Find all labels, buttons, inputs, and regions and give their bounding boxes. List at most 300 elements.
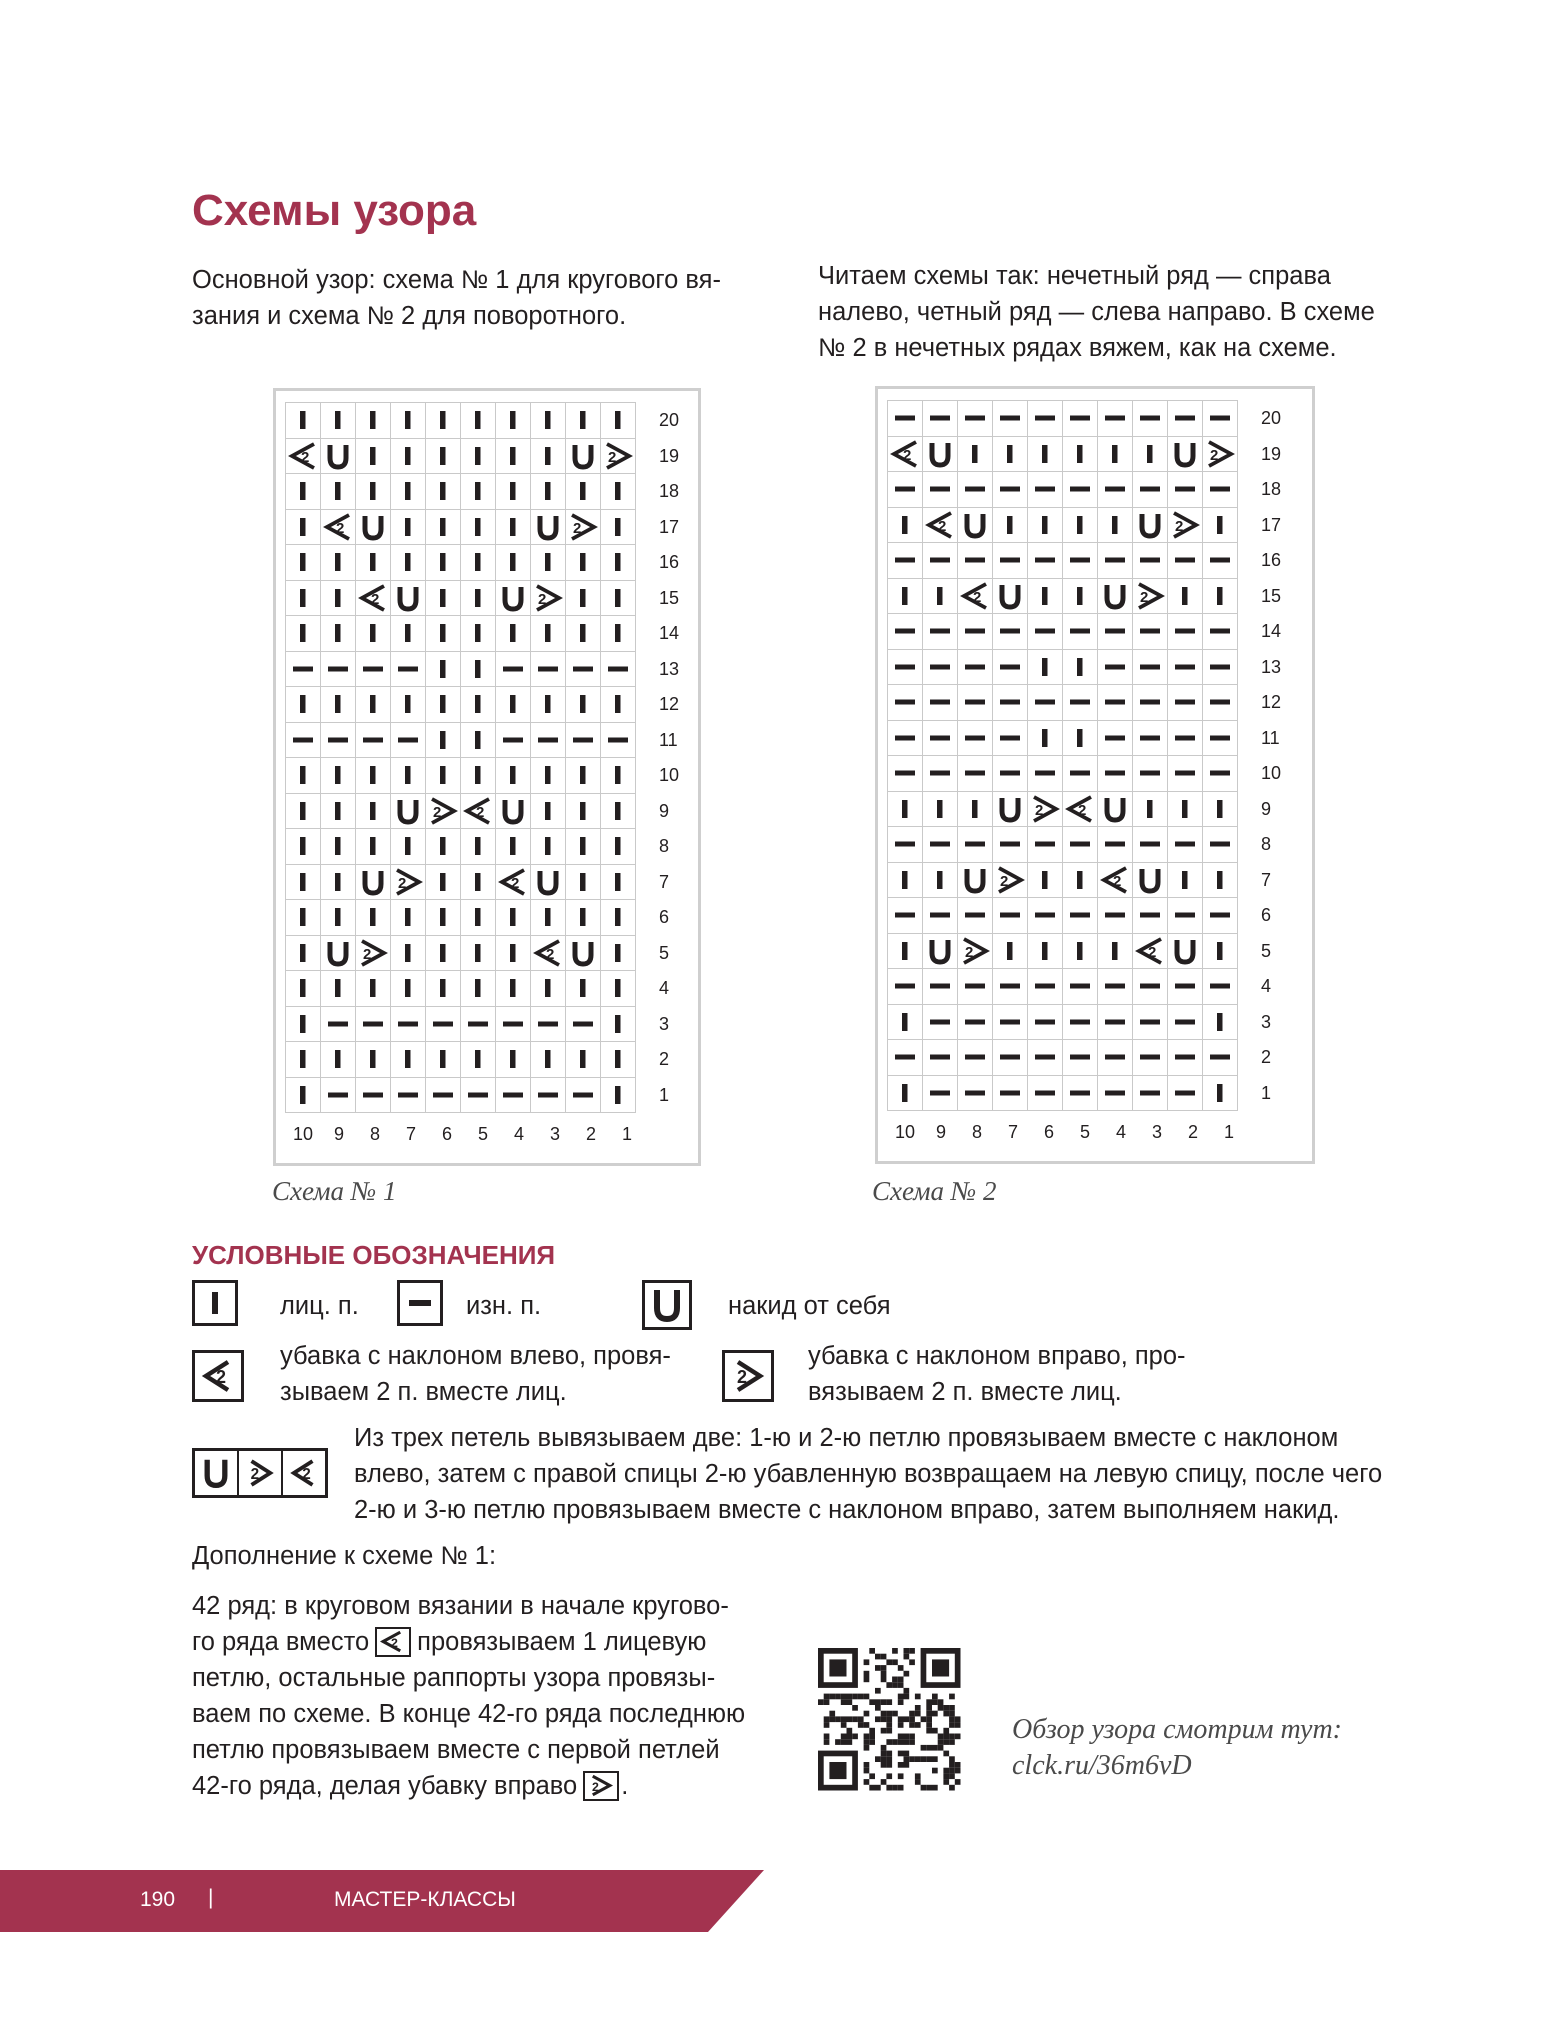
purl-stitch-icon — [1063, 1004, 1098, 1040]
decrease-right-icon — [356, 935, 391, 971]
purl-stitch-icon — [888, 685, 923, 721]
yarn-over-icon — [195, 1451, 239, 1495]
knit-stitch-icon — [888, 578, 923, 614]
chart-row — [286, 971, 636, 1007]
purl-stitch-icon — [923, 614, 958, 650]
purl-stitch-icon — [391, 1006, 426, 1042]
purl-stitch-icon — [1203, 401, 1238, 437]
knit-stitch-icon — [321, 793, 356, 829]
yarn-over-icon — [1168, 436, 1203, 472]
knit-stitch-icon — [566, 616, 601, 652]
qr-code-icon[interactable] — [818, 1648, 961, 1791]
purl-stitch-icon — [993, 720, 1028, 756]
knit-stitch-icon — [1168, 862, 1203, 898]
purl-stitch-icon — [958, 543, 993, 579]
knit-stitch-icon — [601, 829, 636, 865]
svg-text:2: 2 — [216, 1367, 227, 1387]
purl-stitch-icon — [923, 649, 958, 685]
knit-stitch-icon — [496, 474, 531, 510]
svg-text:2: 2 — [1035, 801, 1044, 819]
purl-stitch-icon — [1063, 827, 1098, 863]
column-number-label: 7 — [405, 1124, 416, 1144]
knit-stitch-icon — [286, 509, 321, 545]
svg-text:2: 2 — [1175, 517, 1184, 535]
row-number-label: 18 — [1261, 479, 1282, 499]
purl-stitch-icon — [1098, 472, 1133, 508]
column-number-label: 6 — [1043, 1122, 1054, 1142]
decrease-left-inline-icon — [375, 1627, 411, 1657]
purl-stitch-icon — [1133, 649, 1168, 685]
purl-stitch-icon — [566, 1006, 601, 1042]
footer-section: МАСТЕР-КЛАССЫ — [334, 1888, 516, 1911]
yarn-over-icon — [958, 507, 993, 543]
purl-stitch-icon — [923, 827, 958, 863]
column-number-label: 1 — [1223, 1122, 1234, 1142]
decrease-left-icon — [321, 509, 356, 545]
purl-stitch-icon — [1168, 898, 1203, 934]
row-number-label: 3 — [659, 1013, 670, 1034]
legend-line: вязываем 2 п. вместе лиц. — [808, 1378, 1122, 1406]
purl-stitch-icon — [1063, 1075, 1098, 1111]
row-number-label: 4 — [659, 978, 670, 998]
knit-stitch-icon — [531, 1042, 566, 1078]
chart-row — [888, 649, 1238, 685]
chart-row — [286, 545, 636, 581]
knit-stitch-icon — [356, 1042, 391, 1078]
row-number-label: 14 — [1261, 621, 1282, 641]
knit-stitch-icon — [356, 900, 391, 936]
purl-stitch-icon — [1133, 827, 1168, 863]
knit-stitch-icon — [461, 758, 496, 794]
knit-stitch-icon — [566, 474, 601, 510]
yarn-over-icon — [321, 438, 356, 474]
purl-stitch-icon — [1028, 1040, 1063, 1076]
purl-stitch-icon — [958, 649, 993, 685]
decrease-left-icon — [461, 793, 496, 829]
decrease-right-icon — [1133, 578, 1168, 614]
yarn-over-icon — [1098, 578, 1133, 614]
addition-line: ваем по схеме. В конце 42-го ряда последнюю — [192, 1700, 746, 1728]
purl-stitch-icon — [1133, 756, 1168, 792]
column-number-label: 3 — [1151, 1122, 1162, 1142]
knit-stitch-icon — [321, 758, 356, 794]
row-number-label: 2 — [659, 1049, 670, 1069]
knit-stitch-icon — [426, 900, 461, 936]
knit-stitch-icon — [923, 578, 958, 614]
chart-row — [286, 829, 636, 865]
purl-stitch-icon — [958, 720, 993, 756]
yarn-over-icon — [391, 580, 426, 616]
addition-heading: Дополнение к схеме № 1: — [192, 1542, 497, 1570]
decrease-right-inline-icon — [583, 1771, 619, 1801]
svg-text:2: 2 — [592, 1779, 600, 1794]
decrease-right-icon — [958, 933, 993, 969]
chart-row — [286, 1042, 636, 1078]
decrease-right-icon — [531, 580, 566, 616]
legend-yarn-over-label: накид от себя — [728, 1292, 891, 1320]
purl-stitch-icon — [1063, 401, 1098, 437]
purl-stitch-icon — [1063, 756, 1098, 792]
row-number-label: 8 — [1261, 834, 1272, 854]
column-number-label: 8 — [971, 1122, 982, 1142]
knit-stitch-icon — [601, 1077, 636, 1113]
knit-stitch-icon — [286, 758, 321, 794]
knit-stitch-icon — [531, 545, 566, 581]
row-number-label: 7 — [1261, 869, 1272, 890]
knit-stitch-icon — [321, 900, 356, 936]
purl-stitch-icon — [888, 1040, 923, 1076]
row-number-label: 5 — [659, 942, 670, 963]
legend-purl-label: изн. п. — [466, 1292, 542, 1320]
column-number-label: 2 — [585, 1124, 596, 1144]
purl-stitch-icon — [601, 651, 636, 687]
knit-stitch-icon — [601, 580, 636, 616]
purl-stitch-icon — [426, 1006, 461, 1042]
legend-line: влево, затем с правой спицы 2-ю убавленную возвращаем на левую спицу, после чего — [354, 1460, 1383, 1488]
knit-stitch-icon — [601, 1006, 636, 1042]
column-number-label: 5 — [1079, 1122, 1090, 1142]
knit-stitch-icon — [356, 545, 391, 581]
purl-stitch-icon — [1028, 401, 1063, 437]
knit-stitch-icon — [1203, 578, 1238, 614]
svg-text:2: 2 — [1148, 943, 1157, 961]
chart-row — [286, 1077, 636, 1113]
svg-text:2: 2 — [1000, 872, 1009, 890]
purl-stitch-icon — [1133, 401, 1168, 437]
svg-text:2: 2 — [737, 1367, 748, 1387]
knit-stitch-icon — [391, 474, 426, 510]
decrease-left-icon — [888, 436, 923, 472]
purl-stitch-icon — [1168, 1040, 1203, 1076]
knit-stitch-icon — [321, 474, 356, 510]
purl-stitch-icon — [321, 1077, 356, 1113]
column-number-label: 4 — [1115, 1122, 1126, 1142]
purl-stitch-icon — [1028, 756, 1063, 792]
knit-stitch-icon — [496, 829, 531, 865]
knit-stitch-icon — [391, 403, 426, 439]
knit-stitch-icon — [531, 474, 566, 510]
row-number-label: 10 — [659, 765, 680, 785]
addition-text-part: провязываем 1 лицевую — [417, 1628, 707, 1656]
knit-stitch-icon — [496, 935, 531, 971]
purl-stitch-icon — [1028, 685, 1063, 721]
purl-stitch-icon — [923, 720, 958, 756]
knit-stitch-icon — [531, 687, 566, 723]
knit-stitch-icon — [958, 791, 993, 827]
purl-stitch-icon — [993, 614, 1028, 650]
row-number-label: 12 — [1261, 692, 1282, 712]
row-number-label: 15 — [1261, 585, 1282, 606]
knit-stitch-icon — [461, 616, 496, 652]
svg-text:2: 2 — [1113, 872, 1122, 890]
purl-stitch-icon — [1203, 649, 1238, 685]
knit-stitch-icon — [356, 829, 391, 865]
row-number-label: 16 — [1261, 550, 1282, 570]
decrease-left-icon — [286, 438, 321, 474]
knit-stitch-icon — [601, 864, 636, 900]
legend-line: убавка с наклоном влево, провя- — [280, 1342, 671, 1370]
purl-stitch-icon — [1063, 543, 1098, 579]
purl-stitch-icon — [993, 543, 1028, 579]
svg-text:2: 2 — [433, 803, 442, 821]
purl-stitch-icon — [993, 827, 1028, 863]
row-number-label: 11 — [659, 729, 678, 750]
chart-row — [286, 580, 636, 616]
yarn-over-icon — [531, 509, 566, 545]
purl-stitch-icon — [391, 1077, 426, 1113]
purl-stitch-icon — [1098, 898, 1133, 934]
purl-stitch-icon — [888, 472, 923, 508]
knit-stitch-icon — [601, 474, 636, 510]
knit-stitch-icon — [426, 438, 461, 474]
purl-stitch-icon — [531, 1006, 566, 1042]
purl-symbol-icon — [397, 1280, 443, 1326]
svg-text:2: 2 — [1210, 446, 1219, 464]
chart-row — [888, 827, 1238, 863]
purl-stitch-icon — [958, 472, 993, 508]
knit-stitch-icon — [923, 791, 958, 827]
column-number-label: 8 — [369, 1124, 380, 1144]
purl-stitch-icon — [391, 722, 426, 758]
purl-stitch-icon — [1098, 543, 1133, 579]
chart-row — [888, 1040, 1238, 1076]
purl-stitch-icon — [1168, 1075, 1203, 1111]
column-number-label: 9 — [333, 1124, 344, 1144]
knit-stitch-icon — [286, 971, 321, 1007]
knit-stitch-icon — [993, 933, 1028, 969]
svg-text:2: 2 — [250, 1465, 260, 1483]
addition-line: 42 ряд: в круговом вязании в начале кругово- — [192, 1592, 729, 1620]
knit-stitch-icon — [1028, 436, 1063, 472]
qr-note-line: Обзор узора смотрим тут: — [1012, 1714, 1342, 1745]
chart-row — [888, 898, 1238, 934]
column-number-label: 5 — [477, 1124, 488, 1144]
knit-stitch-icon — [286, 687, 321, 723]
chart-row — [888, 1075, 1238, 1111]
purl-stitch-icon — [888, 827, 923, 863]
yarn-over-icon — [356, 509, 391, 545]
chart-row — [888, 543, 1238, 579]
knit-stitch-icon — [286, 829, 321, 865]
knit-stitch-icon — [566, 545, 601, 581]
yarn-over-icon — [566, 438, 601, 474]
knit-stitch-icon — [923, 862, 958, 898]
purl-stitch-icon — [923, 898, 958, 934]
knit-stitch-icon — [1028, 933, 1063, 969]
knit-stitch-icon — [566, 864, 601, 900]
knit-stitch-icon — [356, 616, 391, 652]
knit-stitch-icon — [888, 791, 923, 827]
knit-stitch-icon — [426, 864, 461, 900]
knit-stitch-icon — [286, 1042, 321, 1078]
chart-row — [888, 436, 1238, 472]
purl-stitch-icon — [356, 722, 391, 758]
purl-stitch-icon — [461, 1077, 496, 1113]
knit-stitch-icon — [461, 900, 496, 936]
addition-line — [192, 1768, 782, 1804]
row-number-label: 7 — [659, 871, 670, 892]
chart-row — [286, 722, 636, 758]
knit-stitch-icon — [496, 971, 531, 1007]
chart-row — [888, 933, 1238, 969]
legend-knit-label: лиц. п. — [280, 1292, 359, 1320]
yarn-over-icon — [958, 862, 993, 898]
addition-line: петлю провязываем вместе с первой петлей — [192, 1736, 720, 1764]
knit-stitch-icon — [426, 616, 461, 652]
purl-stitch-icon — [923, 1075, 958, 1111]
knit-stitch-icon — [1063, 507, 1098, 543]
purl-stitch-icon — [1168, 685, 1203, 721]
purl-stitch-icon — [1098, 649, 1133, 685]
knit-stitch-icon — [601, 545, 636, 581]
knit-stitch-icon — [496, 900, 531, 936]
qr-link[interactable]: clck.ru/36m6vD — [1012, 1750, 1192, 1781]
knit-stitch-icon — [356, 793, 391, 829]
chart-row — [286, 793, 636, 829]
column-number-label: 10 — [292, 1124, 314, 1144]
knit-stitch-icon — [496, 758, 531, 794]
row-number-label: 19 — [1261, 443, 1282, 464]
intro-left — [192, 262, 721, 334]
chart-row — [888, 1004, 1238, 1040]
knit-stitch-icon — [1203, 507, 1238, 543]
purl-stitch-icon — [1063, 898, 1098, 934]
purl-stitch-icon — [888, 401, 923, 437]
knit-stitch-icon — [426, 722, 461, 758]
purl-stitch-icon — [566, 722, 601, 758]
purl-stitch-icon — [993, 649, 1028, 685]
decrease-right-icon — [1168, 507, 1203, 543]
purl-stitch-icon — [1063, 969, 1098, 1005]
row-number-label: 6 — [1261, 905, 1272, 925]
purl-stitch-icon — [461, 1006, 496, 1042]
svg-text:2: 2 — [938, 517, 947, 535]
row-number-label: 20 — [659, 410, 680, 430]
svg-text:2: 2 — [1078, 801, 1087, 819]
knit-stitch-icon — [286, 616, 321, 652]
row-number-label: 3 — [1261, 1011, 1272, 1032]
decrease-left-icon — [531, 935, 566, 971]
svg-text:2: 2 — [608, 448, 617, 466]
purl-stitch-icon — [993, 898, 1028, 934]
purl-stitch-icon — [496, 651, 531, 687]
knit-stitch-icon — [426, 971, 461, 1007]
chart-row — [286, 509, 636, 545]
knit-stitch-icon — [356, 971, 391, 1007]
svg-text:2: 2 — [336, 519, 345, 537]
purl-stitch-icon — [1028, 543, 1063, 579]
knit-stitch-icon — [1203, 862, 1238, 898]
purl-stitch-icon — [1168, 720, 1203, 756]
knit-stitch-icon — [461, 403, 496, 439]
purl-stitch-icon — [1098, 827, 1133, 863]
knit-stitch-icon — [566, 793, 601, 829]
knit-stitch-icon — [566, 900, 601, 936]
row-number-label: 17 — [1261, 514, 1282, 535]
column-number-label: 7 — [1007, 1122, 1018, 1142]
knit-stitch-icon — [286, 1077, 321, 1113]
legend-line: убавка с наклоном вправо, про- — [808, 1342, 1186, 1370]
purl-stitch-icon — [1133, 720, 1168, 756]
purl-stitch-icon — [1098, 756, 1133, 792]
knit-stitch-icon — [426, 509, 461, 545]
chart-row — [888, 791, 1238, 827]
decrease-right-icon — [391, 864, 426, 900]
purl-stitch-icon — [993, 1040, 1028, 1076]
chart-row — [888, 720, 1238, 756]
knit-stitch-icon — [321, 545, 356, 581]
knit-stitch-icon — [1203, 791, 1238, 827]
chart-row — [286, 403, 636, 439]
knit-stitch-icon — [601, 900, 636, 936]
knit-stitch-icon — [531, 829, 566, 865]
purl-stitch-icon — [958, 1040, 993, 1076]
row-number-label: 20 — [1261, 408, 1282, 428]
chart-row — [286, 864, 636, 900]
chart-row — [888, 507, 1238, 543]
intro-left-line: зания и схема № 2 для поворотного. — [192, 302, 627, 330]
purl-stitch-icon — [1168, 756, 1203, 792]
purl-stitch-icon — [1098, 614, 1133, 650]
purl-stitch-icon — [1168, 649, 1203, 685]
chart-row — [888, 756, 1238, 792]
knit-stitch-icon — [531, 438, 566, 474]
addition-text-part: 42-го ряда, делая убавку вправо — [192, 1772, 578, 1800]
intro-right-line: № 2 в нечетных рядах вяжем, как на схеме. — [818, 334, 1337, 362]
knit-stitch-icon — [391, 687, 426, 723]
purl-stitch-icon — [888, 969, 923, 1005]
knit-stitch-icon — [531, 403, 566, 439]
chart-row — [286, 900, 636, 936]
svg-text:2: 2 — [538, 590, 547, 608]
chart-row — [286, 758, 636, 794]
legend-decrease-right-label — [808, 1338, 1186, 1410]
knit-stitch-icon — [426, 580, 461, 616]
knit-stitch-icon — [566, 829, 601, 865]
purl-stitch-icon — [958, 685, 993, 721]
row-number-label: 14 — [659, 623, 680, 643]
purl-stitch-icon — [1168, 1004, 1203, 1040]
chart-row — [888, 685, 1238, 721]
purl-stitch-icon — [958, 898, 993, 934]
decrease-left-icon — [1063, 791, 1098, 827]
knit-stitch-icon — [888, 933, 923, 969]
legend-decrease-left-label — [280, 1338, 671, 1410]
purl-stitch-icon — [1098, 720, 1133, 756]
column-number-label: 9 — [935, 1122, 946, 1142]
knit-stitch-icon — [496, 545, 531, 581]
purl-stitch-icon — [923, 969, 958, 1005]
knit-stitch-icon — [1028, 507, 1063, 543]
chart-row — [888, 401, 1238, 437]
purl-stitch-icon — [958, 756, 993, 792]
knit-stitch-icon — [601, 758, 636, 794]
purl-stitch-icon — [888, 543, 923, 579]
svg-text:2: 2 — [476, 803, 485, 821]
purl-stitch-icon — [1028, 827, 1063, 863]
knit-stitch-icon — [531, 793, 566, 829]
yarn-over-symbol-icon — [642, 1280, 692, 1330]
knit-stitch-icon — [601, 403, 636, 439]
knit-stitch-icon — [1168, 791, 1203, 827]
svg-text:2: 2 — [1140, 588, 1149, 606]
knit-stitch-icon — [531, 900, 566, 936]
knit-stitch-icon — [888, 1004, 923, 1040]
knit-stitch-icon — [566, 580, 601, 616]
purl-stitch-icon — [1028, 472, 1063, 508]
row-number-label: 9 — [659, 800, 670, 821]
knit-stitch-icon — [426, 687, 461, 723]
